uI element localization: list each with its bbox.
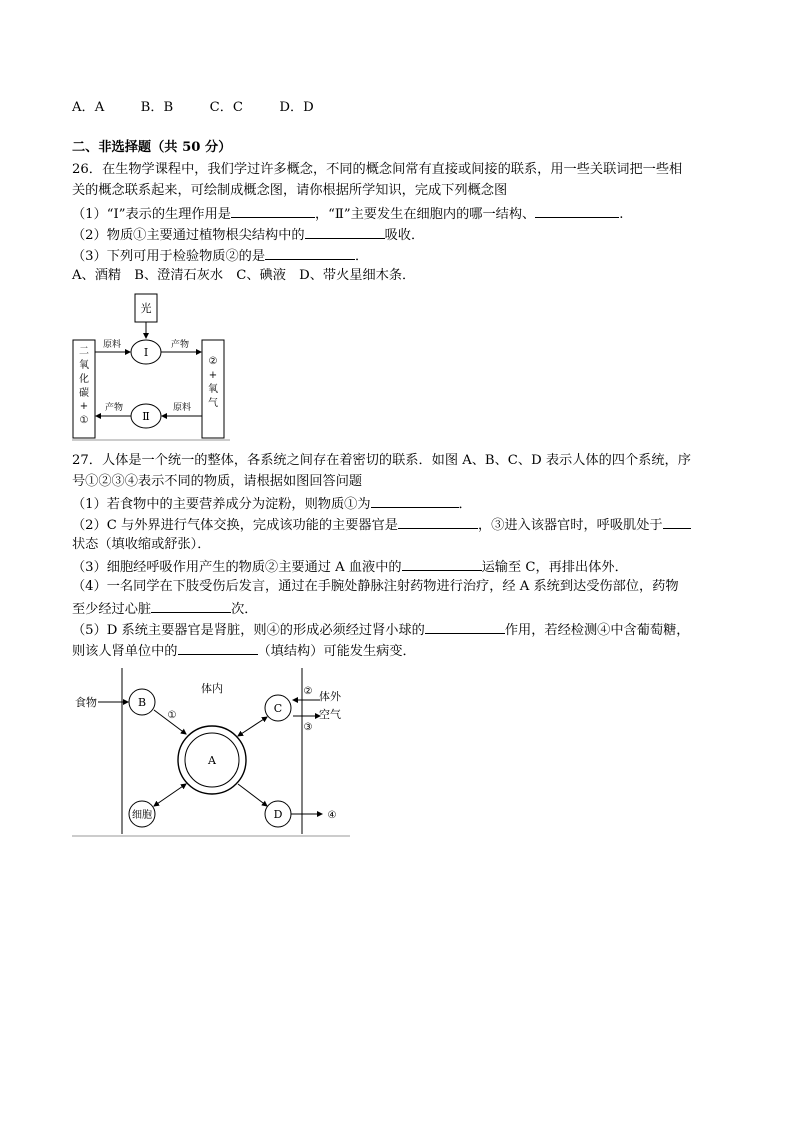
q27-stem-line-1: 27．人体是一个统一的整体，各系统之间存在着密切的联系．如图 A、B、C、D 表示人体的四个系统，序 [72,453,691,468]
cell-label: 细胞 [132,810,152,821]
system-d-label: D [273,808,283,821]
option-c: C．C [209,100,244,115]
q27-stem-line-2: 号①②③④表示不同的物质，请根据如图回答问题 [72,474,363,489]
svg-text:碳: 碳 [79,388,89,399]
product-2-label: 产物 [104,403,124,413]
answer-blank[interactable] [151,600,231,613]
answer-blank[interactable] [265,247,355,260]
answer-blank[interactable] [402,558,482,571]
raw-material-1-label: 原料 [102,340,122,350]
q26-stem-line-1: 26．在生物学课程中，我们学过许多概念，不同的概念间常有直接或间接的联系，用一些关联词把一些相 [72,162,683,177]
system-c-label: C [273,702,283,715]
answer-blank[interactable] [231,205,315,218]
system-a-label: A [208,754,216,767]
q27-part-2-cont: 状态（填收缩或舒张）． [72,537,211,552]
inside-body-label: 体内 [201,682,223,695]
q26-part-3: （3）下列可用于检验物质②的是 ． [72,249,369,264]
substance-3-label: ③ [303,722,313,733]
q27-part-1: （1）若食物中的主要营养成分为淀粉，则物质①为 ． [72,497,472,512]
answer-blank[interactable] [425,621,505,634]
substance-4-label: ④ [327,810,337,821]
q26-part-1: （1）“Ⅰ”表示的生理作用是 ，“Ⅱ”主要发生在细胞内的哪一结构、 . [72,207,624,222]
q27-part-4-cont: 至少经过心脏 次． [72,602,258,617]
q27-part-5: （5）D 系统主要器官是肾脏，则④的形成必须经过肾小球的 作用，若经检测④中含葡萄糖， [72,623,690,638]
answer-blank[interactable] [371,495,459,508]
q27-part-3: （3）细胞经呼吸作用产生的物质②主要通过 A 血液中的 运输至 C，再排出体外． [72,560,628,575]
body-systems-diagram [72,668,352,840]
svg-text:气: 气 [208,398,218,409]
q27-part-2: （2）C 与外界进行气体交换，完成该功能的主要器官是 ，③进入该器官时，呼吸肌处于 [72,516,691,534]
light-label: 光 [140,302,152,315]
q26-stem-line-2: 关的概念联系起来，可绘制成概念图，请你根据所学知识，完成下列概念图 [72,183,508,198]
svg-text:二: 二 [79,346,89,357]
svg-text:+: + [208,370,218,381]
q27-part-4: （4）一名同学在下肢受伤后发言，通过在手腕处静脉注射药物进行治疗，经 A 系统到达受伤部位，药物 [72,579,679,594]
food-label: 食物 [75,696,97,709]
process-1-label: Ⅰ [143,346,149,359]
q27-part-5-cont: 则该人肾单位中的 （填结构）可能发生病变． [72,644,416,659]
option-a: A．A [72,100,105,115]
svg-text:氧: 氧 [79,360,89,371]
outside-air-label-2: 空气 [319,708,341,721]
concept-map-diagram [72,292,230,442]
answer-blank[interactable] [663,516,691,529]
svg-text:+: + [79,401,89,412]
system-b-label: B [137,696,147,709]
q26-choices: A、酒精 B、澄清石灰水 C、碘液 D、带火星细木条． [72,268,416,283]
answer-options [72,100,314,116]
answer-blank[interactable] [535,205,619,218]
svg-text:②: ② [208,356,218,367]
option-b: B．B [140,100,174,115]
svg-text:氧: 氧 [208,384,218,395]
substance-1-label: ① [167,710,177,721]
answer-blank[interactable] [305,226,385,239]
outside-air-label-1: 体外 [319,690,341,703]
svg-text:①: ① [79,415,89,426]
section-title: 二、非选择题（共 50 分） [72,140,232,155]
answer-blank[interactable] [178,642,258,655]
product-1-label: 产物 [170,340,190,350]
svg-text:化: 化 [79,374,89,385]
raw-material-2-label: 原料 [172,403,192,413]
q26-part-2: （2）物质①主要通过植物根尖结构中的 吸收． [72,228,425,243]
substance-2-label: ② [303,686,313,697]
option-d: D．D [279,100,314,115]
process-2-label: Ⅱ [142,410,150,423]
answer-blank[interactable] [398,516,478,529]
